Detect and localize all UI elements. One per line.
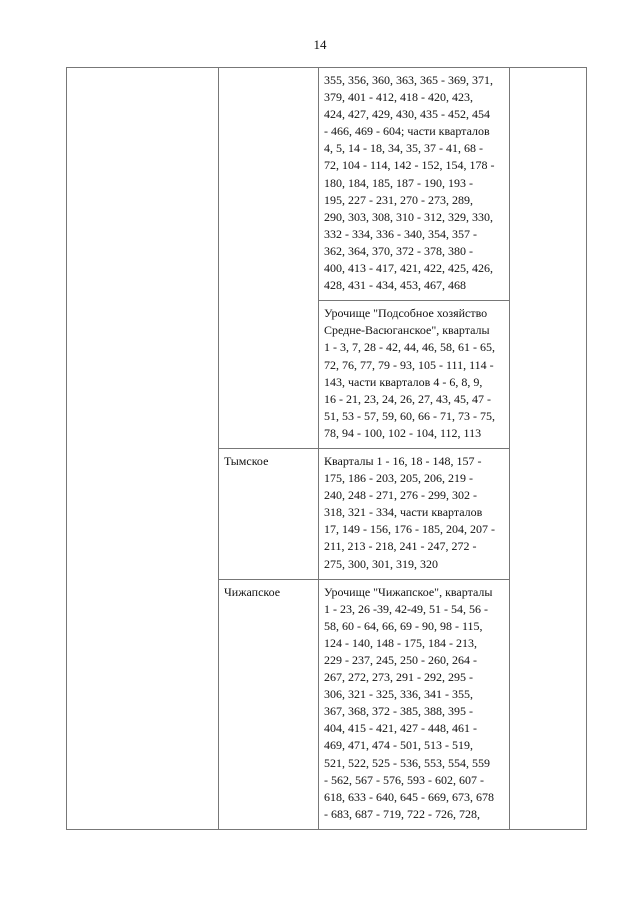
quarters-text: 355, 356, 360, 363, 365 - 369, 371, 379, 401 - 412, 418 - 420, 423, 424, 427, 429, 430, 435 - 452, 454 - 466, 469 - 604; части кварталов 4, 5, 14 - 18, 34, 35, 37 - 41, 68 - 72, 104 - 114, 142 - 152, 154, 178 - 180, 184, 185, 187 - 190, 193 - 195, 227 - 231, 270 - 273, 289, 290, 303, 308, 310 - 312, 329, 330, 332 - 334, 336 - 340, 354, 357 - 362, 364, 370, 372 - 378, 380 - 400, 413 - 417, 421, 422, 425, 426, 428, 431 - 434, 453, 467, 468 (324, 73, 495, 293)
forestry-cell (219, 448, 319, 579)
district-cell (67, 68, 219, 830)
quarters-cell (319, 68, 510, 301)
forestry-cell (219, 68, 319, 449)
forestry-text: Чижапское (224, 584, 281, 599)
quarters-text: Урочище "Чижапское", кварталы 1 - 23, 26 -39, 42-49, 51 - 54, 56 - 58, 60 - 64, 66, 69 - 90, 98 - 115, 124 - 140, 148 - 175, 184 - 213, 229 - 237, 245, 250 - 260, 264 - 267, 272, 273, 291 - 292, 295 - 306, 321 - 325, 336, 341 - 355, 367, 368, 372 - 385, 388, 395 - 404, 415 - 421, 427 - 448, 461 - 469, 471, 474 - 501, 513 - 519, 521, 522, 525 - 536, 553, 554, 559 - 562, 567 - 576, 593 - 602, 607 - 618, 633 - 640, 645 - 669, 673, 678 - 683, 687 - 719, 722 - 726, 728, (324, 584, 494, 821)
page-number: 14 (313, 37, 327, 52)
table-row (67, 68, 587, 301)
quarters-cell (319, 301, 510, 449)
forest-quarters-table (66, 67, 587, 830)
forestry-text: Тымское (224, 453, 269, 468)
quarters-text: Кварталы 1 - 16, 18 - 148, 157 - 175, 186 - 203, 205, 206, 219 - 240, 248 - 271, 276 - 299, 302 - 318, 321 - 334, части кварталов 17, 149 - 156, 176 - 185, 204, 207 - 211, 213 - 218, 241 - 247, 272 - 275, 300, 301, 319, 320 (324, 453, 495, 571)
quarters-cell (319, 448, 510, 579)
forestry-cell (219, 579, 319, 829)
quarters-cell (319, 579, 510, 829)
quarters-text: Урочище "Подсобное хозяйство Средне-Васюганское", кварталы 1 - 3, 7, 28 - 42, 44, 46, 58, 61 - 65, 72, 76, 77, 79 - 93, 105 - 111, 114 - 143, части кварталов 4 - 6, 8, 9, 16 - 21, 23, 24, 26, 27, 43, 45, 47 - 51, 53 - 57, 59, 60, 66 - 71, 73 - 75, 78, 94 - 100, 102 - 104, 112, 113 (324, 306, 495, 440)
area-cell (510, 68, 587, 830)
